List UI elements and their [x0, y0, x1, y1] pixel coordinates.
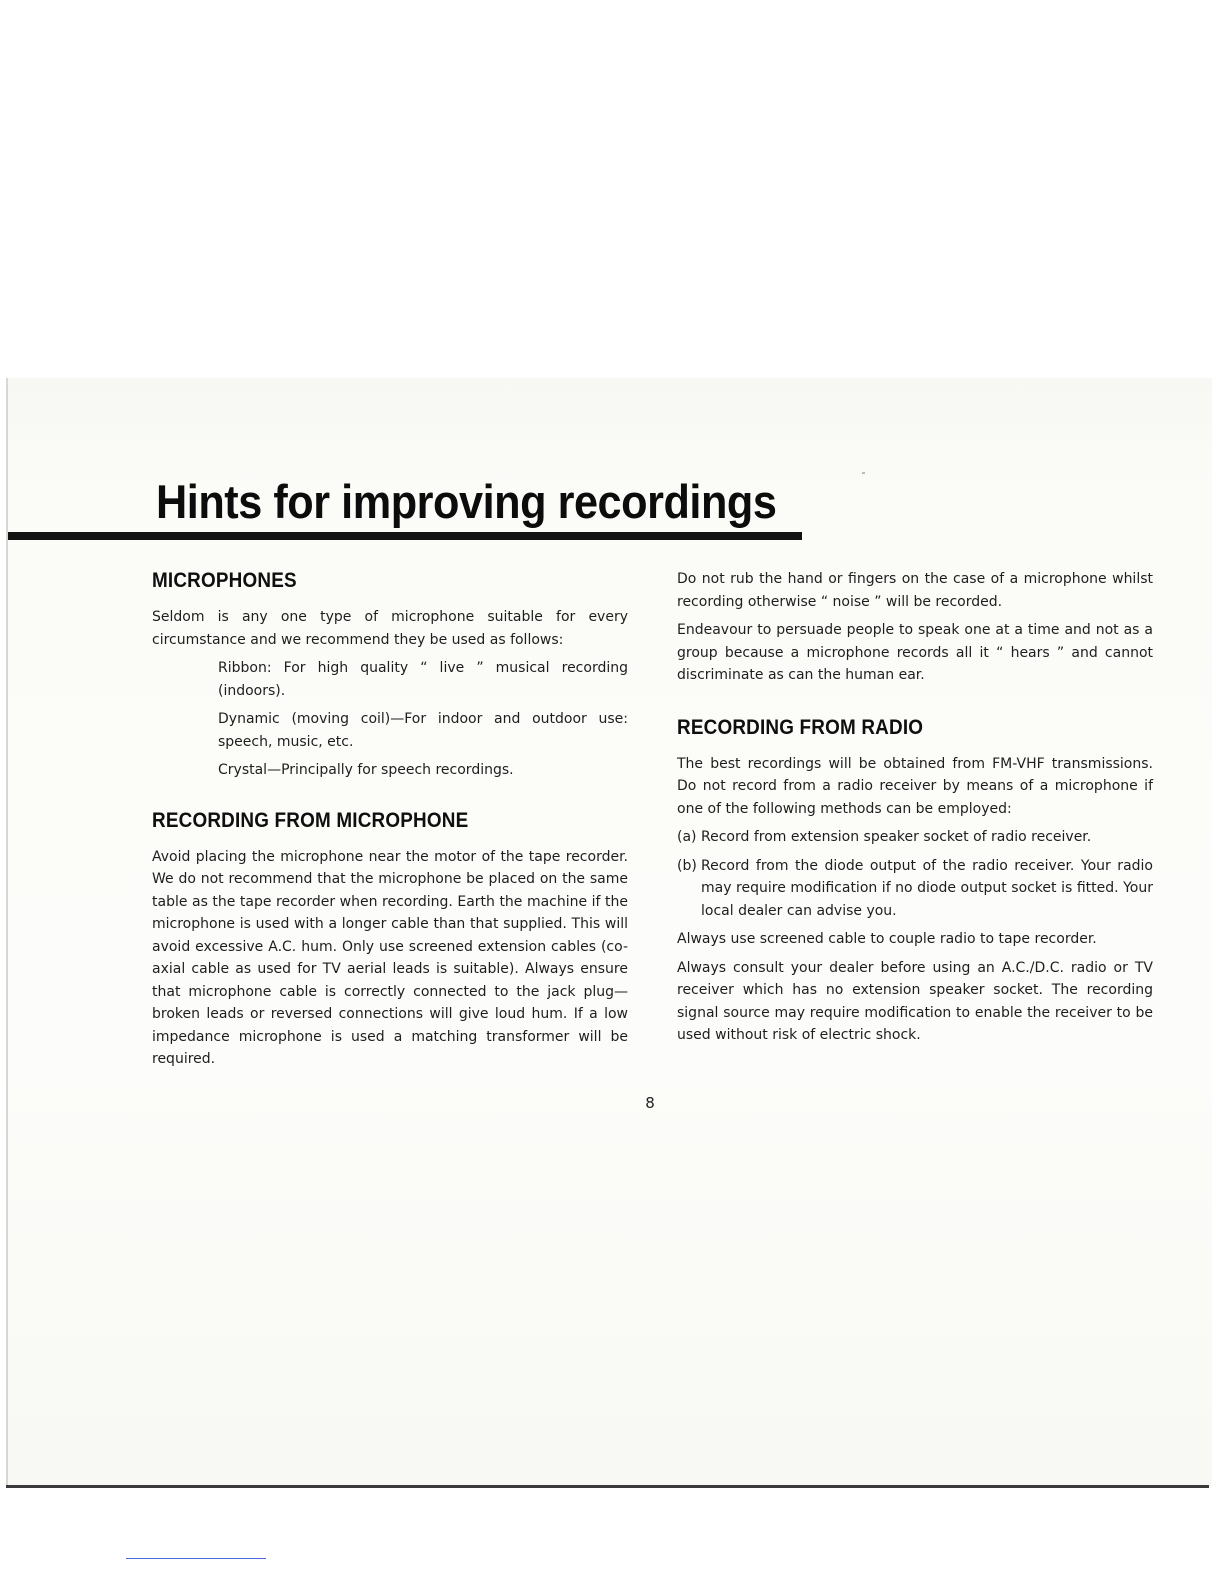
radio-note-screened-cable: Always use screened cable to couple radio to tape recorder.: [677, 931, 1097, 947]
title-rule: [8, 532, 802, 540]
recording-from-radio-heading: RECORDING FROM RADIO: [677, 715, 924, 739]
radio-note-consult-dealer: Always consult your dealer before using an A.C./D.C. radio or TV receiver which has no extension speaker socket. The recording signal source may require modification to enable the receiver to be used without risk of electric shock.: [677, 959, 1153, 1043]
mic-tip-one-at-a-time: Endeavour to persuade people to speak one at a time and not as a group because a microphone records all it “ hears ” and cannot discriminate as can the human ear.: [677, 622, 1153, 683]
recording-from-radio-intro: The best recordings will be obtained from FM-VHF transmissions. Do not record from a radio receiver by means of a microphone if one of the following methods can be employed:: [677, 755, 1153, 817]
page-title: Hints for improving recordings: [156, 475, 777, 528]
link-underline: [126, 1558, 266, 1559]
mic-tip-noise: Do not rub the hand or fingers on the case of a microphone whilst recording otherwise “ noise ” will be recorded.: [677, 571, 1153, 610]
microphone-type-crystal: Crystal—Principally for speech recordings.: [218, 762, 514, 778]
right-column: [677, 568, 1153, 1053]
microphone-type-ribbon: Ribbon: For high quality “ live ” musical recording (indoors).: [218, 660, 628, 699]
microphones-heading: MICROPHONES: [152, 569, 297, 592]
page-number: 8: [645, 1094, 655, 1112]
left-column: [152, 568, 628, 1077]
radio-method-label: (a): [677, 829, 697, 845]
scan-speck: [862, 472, 865, 474]
radio-method-a: [677, 826, 1153, 849]
recording-from-microphone-heading: RECORDING FROM MICROPHONE: [152, 808, 469, 832]
radio-method-text: Record from the diode output of the radio receiver. Your radio may require modification if no diode output socket is fitted. Your local dealer can advise you.: [701, 857, 1153, 919]
microphone-type-dynamic: Dynamic (moving coil)—For indoor and outdoor use: speech, music, etc.: [218, 711, 628, 750]
recording-from-microphone-body: Avoid placing the microphone near the motor of the tape recorder. We do not recommend that the microphone be placed on the same table as the tape recorder when recording. Earth the machine if the microphone is used with a longer cable than that supplied. This will avoid excessive A.C. hum. Only use screened extension cables (co-axial cable as used for TV aerial leads is suitable). Always ensure that microphone cable is correctly connected to the jack plug—broken leads or reversed connections will give loud hum. If a low impedance microphone is used a matching transformer will be required.: [152, 848, 628, 1067]
radio-method-text: Record from extension speaker socket of radio receiver.: [701, 829, 1092, 845]
page-edge: [6, 378, 8, 1488]
radio-method-b: [677, 855, 1153, 923]
page-bottom-edge: [6, 1485, 1209, 1488]
radio-method-label: (b): [677, 857, 697, 874]
microphones-intro: Seldom is any one type of microphone suitable for every circumstance and we recommend they be used as follows:: [152, 609, 628, 648]
